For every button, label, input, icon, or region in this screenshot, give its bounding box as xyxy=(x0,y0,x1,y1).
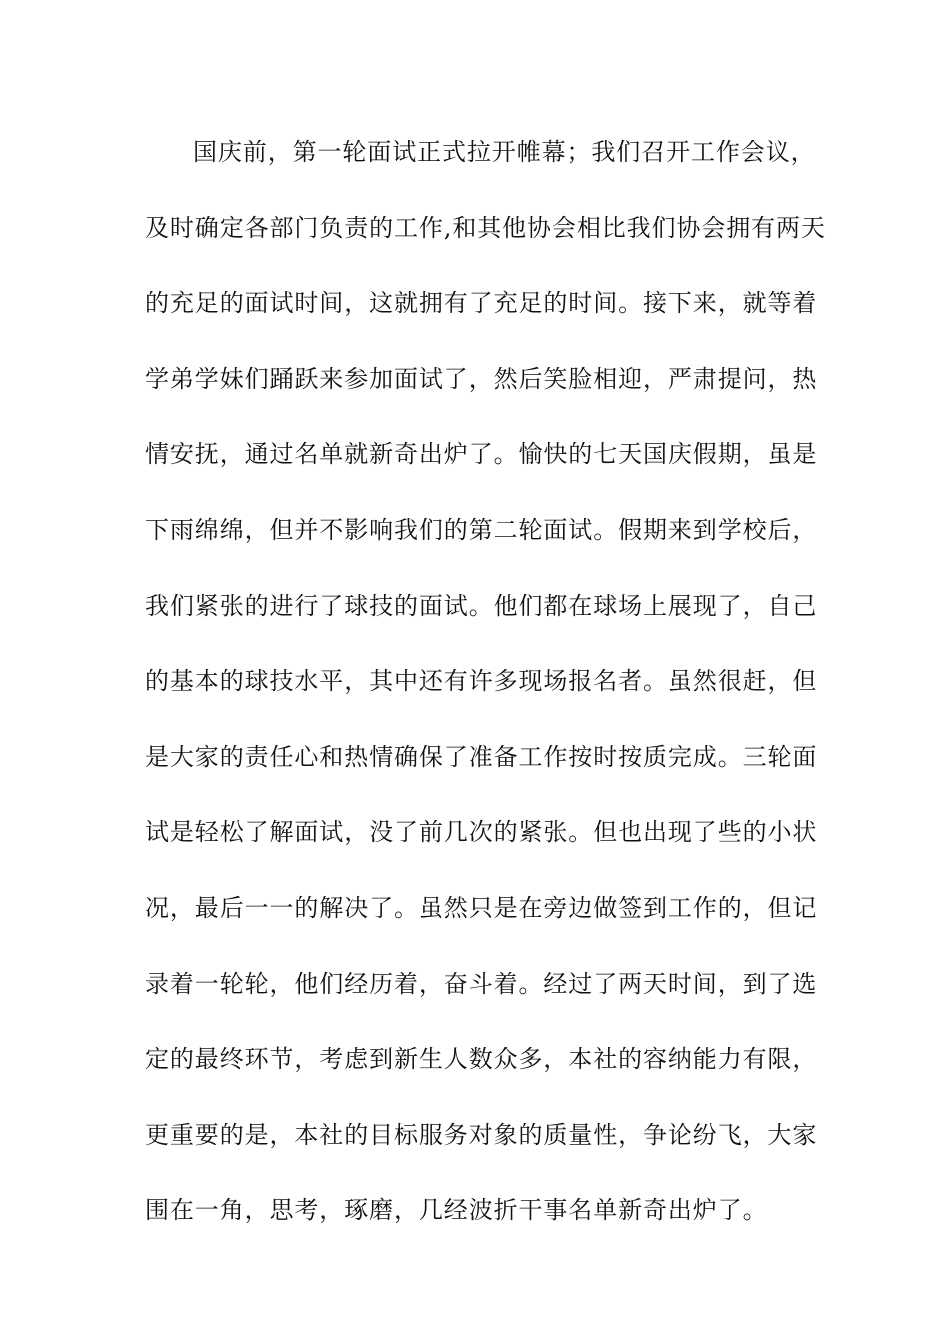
paragraph xyxy=(145,129,826,1263)
paragraph-line-8: 的基本的球技水平，其中还有许多现场报名者。虽然很赶，但 xyxy=(145,667,818,696)
paragraph-line-6: 下雨绵绵，但并不影响我们的第二轮面试。假期来到学校后， xyxy=(145,515,818,544)
paragraph-line-9: 是大家的责任心和热情确保了准备工作按时按质完成。三轮面 xyxy=(145,742,818,771)
paragraph-line-7: 我们紧张的进行了球技的面试。他们都在球场上展现了，自己 xyxy=(145,591,818,620)
paragraph-line-1: 国庆前，第一轮面试正式拉开帷幕；我们召开工作会议， xyxy=(193,138,816,166)
paragraph-line-3: 的充足的面试时间，这就拥有了充足的时间。接下来，就等着 xyxy=(145,289,818,318)
paragraph-line-5: 情安抚，通过名单就新奇出炉了。愉快的七天国庆假期，虽是 xyxy=(145,440,818,469)
paragraph-line-13: 定的最终环节，考虑到新生人数众多，本社的容纳能力有限， xyxy=(145,1045,818,1074)
paragraph-line-14: 更重要的是，本社的目标服务对象的质量性，争论纷飞，大家 xyxy=(145,1120,818,1149)
paragraph-line-11: 况，最后一一的解决了。虽然只是在旁边做签到工作的，但记 xyxy=(145,893,818,922)
paragraph-line-2: 及时确定各部门负责的工作,和其他协会相比我们协会拥有两天 xyxy=(145,213,826,242)
paragraph-line-12: 录着一轮轮，他们经历着，奋斗着。经过了两天时间，到了选 xyxy=(145,969,818,998)
paragraph-line-4: 学弟学妹们踊跃来参加面试了，然后笑脸相迎，严肃提问，热 xyxy=(145,364,818,393)
paragraph-line-15: 围在一角，思考，琢磨，几经波折干事名单新奇出炉了。 xyxy=(145,1196,768,1225)
paragraph-line-10: 试是轻松了解面试，没了前几次的紧张。但也出现了些的小状 xyxy=(145,818,818,847)
